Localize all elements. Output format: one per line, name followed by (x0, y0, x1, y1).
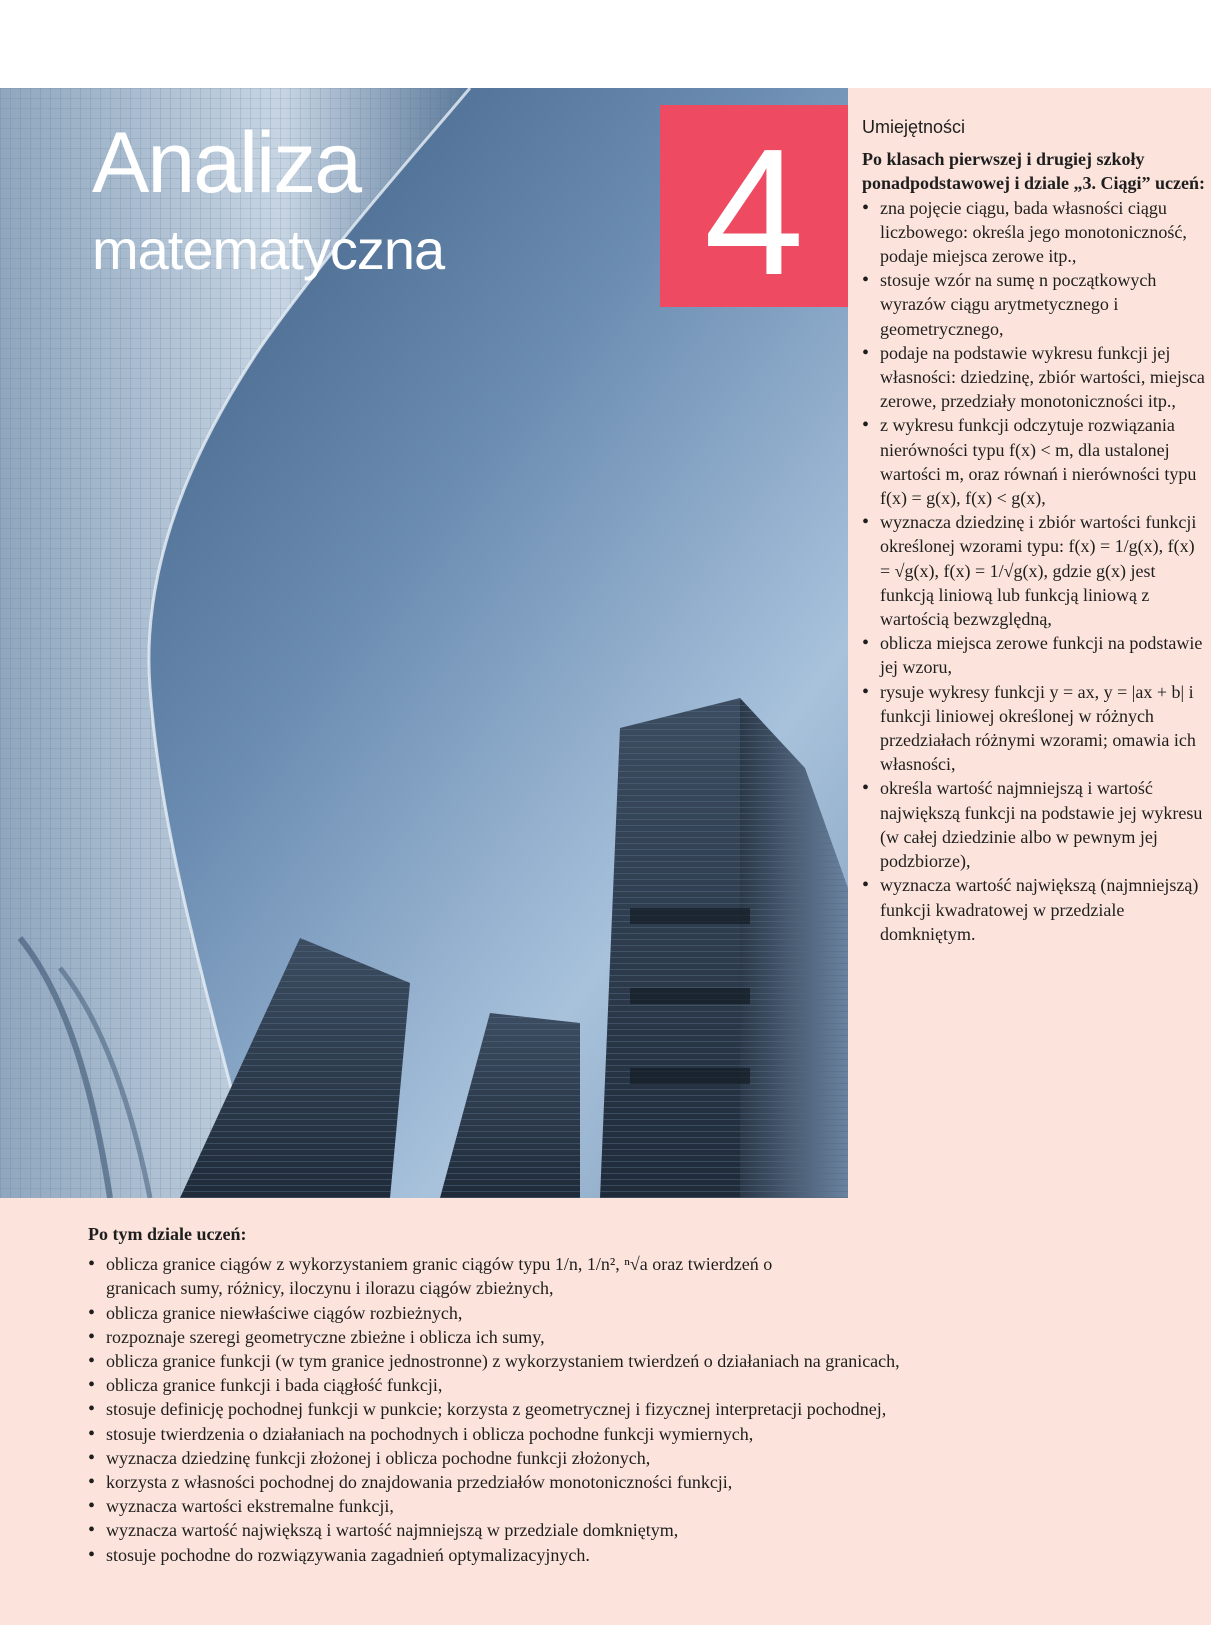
outcome-item: • korzysta z własności pochodnej do znajdowania przedziałów monotoniczności funkcji, (88, 1470, 1088, 1494)
outcome-item: • wyznacza wartość największą i wartość najmniejszą w przedziale domkniętym, (88, 1518, 1088, 1542)
chapter-number-box (660, 105, 848, 313)
skills-item: • rysuje wykresy funkcji y = ax, y = |ax + b| i funkcji liniowej określonej w różnych przedziałach różnymi wzorami; omawia ich własności, (862, 680, 1207, 777)
learning-outcomes-list (88, 1252, 1088, 1567)
outcome-item: • oblicza granice niewłaściwe ciągów rozbieżnych, (88, 1301, 1088, 1325)
outcome-item: • stosuje twierdzenia o działaniach na pochodnych i oblicza pochodne funkcji wymiernych, (88, 1422, 1088, 1446)
skills-list (862, 196, 1207, 946)
skills-item: • określa wartość najmniejszą i wartość największą funkcji na podstawie jej wykresu (w całej dziedzinie albo w pewnym jej podzbiorze), (862, 776, 1207, 873)
skills-item: • wyznacza wartość największą (najmniejszą) funkcji kwadratowej w przedziale domkniętym. (862, 873, 1207, 946)
skills-item: • wyznacza dziedzinę i zbiór wartości funkcji określonej wzorami typu: f(x) = 1/g(x), f(x) = √g(x), f(x) = 1/√g(x), gdzie g(x) jest funkcją liniową lub funkcją liniową z wartością bezwzględną, (862, 510, 1207, 631)
skills-heading: Umiejętności (862, 117, 966, 137)
skills-item: • zna pojęcie ciągu, bada własności ciągu liczbowego: określa jego monotoniczność, podaje miejsca zerowe itp., (862, 196, 1207, 269)
skills-item: • oblicza miejsca zerowe funkcji na podstawie jej wzoru, (862, 631, 1207, 679)
page-top-margin (0, 0, 1211, 88)
outcome-item: • oblicza granice funkcji (w tym granice jednostronne) z wykorzystaniem twierdzeń o działaniach na granicach, (88, 1349, 1088, 1373)
skills-sidebar (862, 115, 1207, 946)
outcome-item: • wyznacza wartości ekstremalne funkcji, (88, 1494, 1088, 1518)
outcome-item: • stosuje pochodne do rozwiązywania zagadnień optymalizacyjnych. (88, 1543, 1088, 1567)
outcome-item: • wyznacza dziedzinę funkcji złożonej i oblicza pochodne funkcji złożonych, (88, 1446, 1088, 1470)
learning-outcomes-heading: Po tym dziale uczeń: (88, 1224, 247, 1244)
skills-item: • stosuje wzór na sumę n początkowych wyrazów ciągu arytmetycznego i geometrycznego, (862, 268, 1207, 341)
skills-item: • z wykresu funkcji odczytuje rozwiązania nierówności typu f(x) < m, dla ustalonej wartości m, oraz równań i nierówności typu f(x) = g(x), f(x) < g(x), (862, 413, 1207, 510)
chapter-subtitle: matematyczna (92, 218, 445, 281)
outcome-item: • oblicza granice ciągów z wykorzystaniem granic ciągów typu 1/n, 1/n², ⁿ√a oraz twierdzeń o granicach sumy, różnicy, iloczynu i ilorazu ciągów zbieżnych, (88, 1252, 826, 1300)
skills-intro: Po klasach pierwszej i drugiej szkoły ponadpodstawowej i dziale „3. Ciągi” uczeń: (862, 149, 1206, 194)
outcome-item: • stosuje definicję pochodnej funkcji w punkcie; korzysta z geometrycznej i fizycznej interpretacji pochodnej, (88, 1397, 1088, 1421)
chapter-number: 4 (703, 112, 805, 313)
skills-item: • podaje na podstawie wykresu funkcji jej własności: dziedzinę, zbiór wartości, miejsca zerowe, przedziały monotoniczności itp., (862, 341, 1207, 414)
learning-outcomes (88, 1222, 1088, 1567)
chapter-title: Analiza (92, 115, 361, 211)
outcome-item: • rozpoznaje szeregi geometryczne zbieżne i oblicza ich sumy, (88, 1325, 1088, 1349)
outcome-item: • oblicza granice funkcji i bada ciągłość funkcji, (88, 1373, 1088, 1397)
